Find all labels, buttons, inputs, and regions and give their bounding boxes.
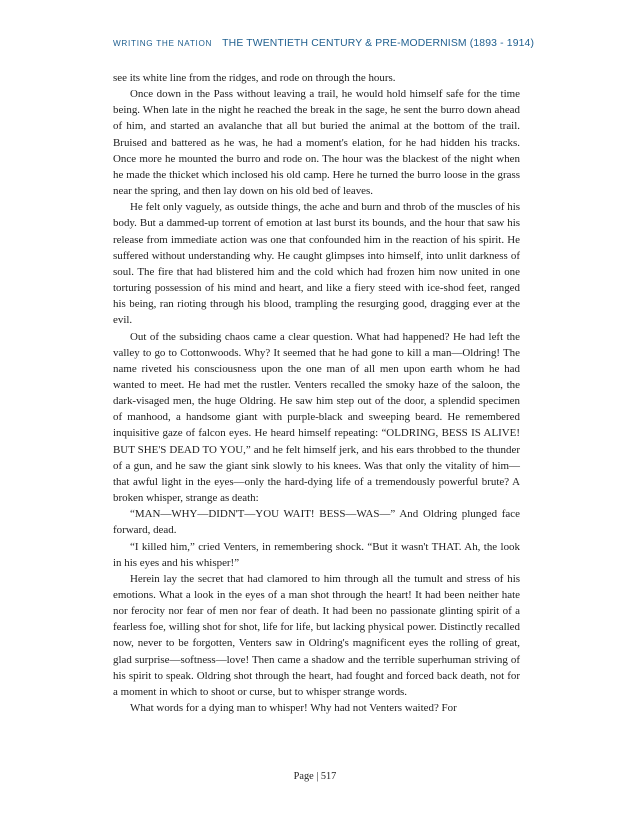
paragraph: “MAN—WHY—DIDN'T—YOU WAIT! BESS—WAS—” And Oldring plunged face forward, dead. bbox=[113, 508, 520, 537]
header-section-title: WRITING THE NATION bbox=[113, 39, 213, 48]
paragraph: Herein lay the secret that had clamored to him through all the tumult and stress of his emotions. What a look in the eyes of a man shot through the heart! It had been neither hate nor ferocity nor fear of men nor fear of death. It had been no passionate glinting spirit of a fearless foe, willing shot for shot, life for life, but lacking physical power. Distinctly recalled now, never to be forgotten, Venters saw in Oldring's magnificent eyes the rolling of great, glad surprise—softness—love! Then came a shadow and the terrible superhuman striving of his spirit to speak. Oldring shot through the heart, had fought and forced back death, not for a moment in which to shoot or curse, but to whisper strange words. bbox=[113, 572, 520, 698]
page-number: Page | 517 bbox=[293, 771, 337, 782]
paragraph: Once down in the Pass without leaving a trail, he would hold himself safe for the time being. When late in the night he reached the break in the sage, he sent the burro down ahead of him, and started an avalanche that all but buried the animal at the bottom of the trail. Bruised and battered as he was, he had a moment's elation, for he had hidden his tracks. Once more he mounted the burro and rode on. The hour was the blackest of the night when he made the thicket which inclosed his old camp. Here he turned the burro loose in the grass near the spring, and then lay down on his old bed of leaves. bbox=[113, 88, 520, 198]
body-text bbox=[113, 70, 520, 716]
running-header bbox=[113, 38, 533, 49]
paragraph: He felt only vaguely, as outside things, the ache and burn and throb of the muscles of his body. But a dammed-up torrent of emotion at last burst its bounds, and the hour that saw his release from immediate action was one that confounded him in the reaction of his spirit. He suffered without understanding why. He caught glimpses into himself, into unlit darkness of soul. The fire that had blistered him and the cold which had frozen him now united in one torturing possession of his mind and heart, and like a fiery steed with ice-shod feet, ranged his being, ran rioting through his blood, trampling the resurging good, dragging ever at the evil. bbox=[113, 201, 520, 327]
paragraph: Out of the subsiding chaos came a clear question. What had happened? He had left the valley to go to Cottonwoods. Why? It seemed that he had gone to kill a man—Oldring! The name riveted his consciousness upon the one man of all men upon earth whom he had wanted to meet. He had met the rustler. Venters recalled the smoky haze of the saloon, the dark-visaged men, the huge Oldring. He saw him step out of the door, a splendid specimen of manhood, a handsome giant with purple-black and sweeping beard. He remembered inquisitive gaze of falcon eyes. He heard himself repeating: “OLDRING, BESS IS ALIVE! BUT SHE'S DEAD TO YOU,” and he felt himself jerk, and his ears throbbed to the thunder of a gun, and he saw the giant sink slowly to his knees. Was that only the vitality of him—that awful light in the eyes—only the hard-dying life of a tremendously powerful brute? A broken whisper, strange as death: bbox=[113, 330, 520, 505]
paragraph-continuation: see its white line from the ridges, and rode on through the hours. bbox=[113, 72, 396, 84]
paragraph: “I killed him,” cried Venters, in remembering shock. “But it wasn't THAT. Ah, the look in his eyes and his whisper!” bbox=[113, 540, 520, 569]
paragraph: What words for a dying man to whisper! Why had not Venters waited? For bbox=[130, 702, 457, 715]
header-chapter-title: THE TWENTIETH CENTURY & PRE-MODERNISM (1893 - 1914) bbox=[222, 38, 535, 49]
